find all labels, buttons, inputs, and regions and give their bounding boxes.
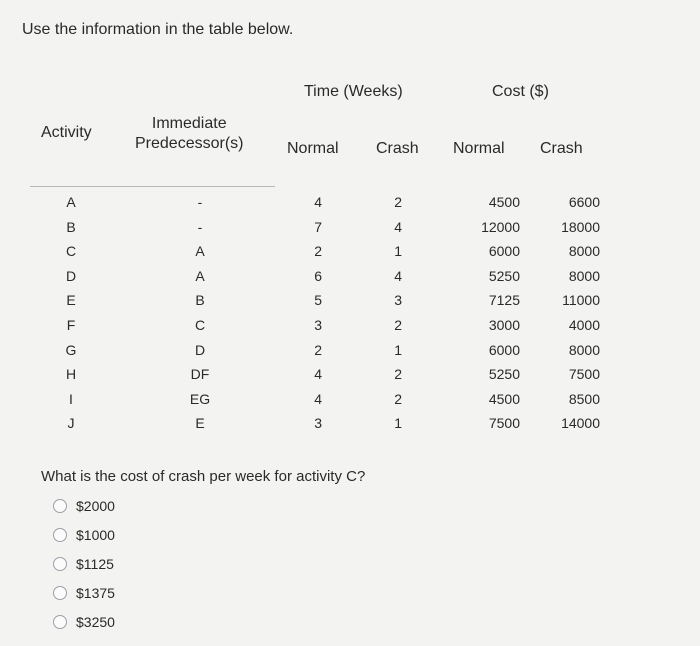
answer-option[interactable] [53, 614, 115, 630]
predecessor-cell: A [195, 243, 205, 260]
activity-cell: H [65, 366, 77, 383]
cost-crash-cell: 8000 [568, 267, 600, 284]
time-normal-cell: 2 [314, 341, 322, 358]
answer-option[interactable] [53, 556, 114, 572]
question-text: What is the cost of crash per week for activity C? [41, 468, 366, 485]
time-normal-cell: 3 [314, 415, 322, 432]
answer-option[interactable] [53, 498, 115, 514]
predecessor-cell: B [195, 292, 205, 309]
time-crash-cell: 2 [394, 390, 402, 407]
answer-option-label: $2000 [76, 498, 115, 514]
time-crash-cell: 2 [394, 317, 402, 333]
predecessor-cell: - [197, 194, 203, 210]
answer-option-label: $1375 [76, 585, 115, 601]
header-divider [30, 186, 275, 187]
time-crash-cell: 1 [394, 415, 402, 432]
radio-button-icon[interactable] [53, 528, 67, 542]
time-crash-cell: 4 [394, 218, 402, 235]
time-normal-cell: 4 [314, 194, 322, 210]
cost-normal-cell: 6000 [488, 243, 520, 260]
answer-option-label: $1000 [76, 527, 115, 543]
answer-option[interactable] [53, 585, 115, 601]
radio-button-icon[interactable] [53, 586, 67, 600]
predecessor-cell: E [195, 415, 205, 432]
predecessor-cell: - [197, 218, 203, 235]
cost-crash-cell: 6600 [568, 194, 600, 210]
cost-normal-cell: 6000 [488, 341, 520, 358]
time-crash-cell: 2 [394, 366, 402, 383]
answer-option[interactable] [53, 527, 115, 543]
predecessor-cell: EG [189, 390, 211, 407]
activity-cell: J [67, 415, 75, 432]
cost-normal-cell: 7125 [488, 292, 520, 309]
time-normal-cell: 4 [314, 366, 322, 383]
time-crash-cell: 3 [394, 292, 402, 309]
radio-button-icon[interactable] [53, 615, 67, 629]
cost-crash-cell: 14000 [561, 415, 600, 432]
time-crash-cell: 1 [394, 341, 402, 358]
time-weeks-header: Time (Weeks) [304, 83, 403, 100]
activity-cell: F [66, 317, 76, 333]
cost-normal-cell: 4500 [488, 194, 520, 210]
cost-crash-cell: 4000 [568, 317, 600, 333]
cost-normal-cell: 7500 [488, 415, 520, 432]
time-crash-cell: 1 [394, 243, 402, 260]
cost-crash-cell: 8500 [568, 390, 600, 407]
activity-cell: G [65, 341, 77, 358]
activity-cell: D [65, 267, 77, 284]
cost-crash-header: Crash [540, 140, 583, 157]
predecessor-header [135, 114, 243, 154]
activity-cell: B [66, 218, 76, 235]
time-normal-cell: 4 [314, 390, 322, 407]
cost-normal-cell: 5250 [488, 366, 520, 383]
time-crash-header: Crash [376, 140, 419, 157]
time-normal-cell: 2 [314, 243, 322, 260]
radio-button-icon[interactable] [53, 557, 67, 571]
predecessor-header-line1: Immediate [151, 115, 227, 132]
cost-normal-cell: 4500 [488, 390, 520, 407]
predecessor-cell: C [194, 317, 206, 333]
radio-button-icon[interactable] [53, 499, 67, 513]
cost-normal-cell: 5250 [488, 267, 520, 284]
answer-option-label: $1125 [76, 556, 114, 572]
intro-text: Use the information in the table below. [22, 21, 294, 38]
time-normal-header: Normal [287, 140, 339, 157]
answer-option-label: $3250 [76, 614, 115, 630]
activity-cell: E [66, 292, 76, 309]
activity-cell: C [65, 243, 77, 260]
cost-normal-cell: 12000 [481, 218, 520, 235]
predecessor-cell: D [194, 341, 206, 358]
time-crash-cell: 4 [394, 267, 402, 284]
time-crash-cell: 2 [394, 194, 402, 210]
cost-crash-cell: 7500 [568, 366, 600, 383]
activity-cell: A [66, 194, 76, 210]
time-normal-cell: 7 [314, 218, 322, 235]
cost-crash-cell: 18000 [561, 218, 600, 235]
activity-cell: I [69, 390, 73, 407]
predecessor-cell: A [195, 267, 205, 284]
predecessor-header-line2: Predecessor(s) [135, 135, 244, 152]
cost-header: Cost ($) [492, 83, 549, 100]
activity-header: Activity [41, 124, 92, 141]
cost-crash-cell: 11000 [562, 292, 600, 309]
cost-crash-cell: 8000 [568, 243, 600, 260]
cost-crash-cell: 8000 [568, 341, 600, 358]
time-normal-cell: 5 [314, 292, 322, 309]
predecessor-cell: DF [190, 366, 210, 383]
cost-normal-header: Normal [453, 140, 505, 157]
time-normal-cell: 6 [314, 267, 322, 284]
cost-normal-cell: 3000 [488, 317, 520, 333]
time-normal-cell: 3 [314, 317, 322, 333]
